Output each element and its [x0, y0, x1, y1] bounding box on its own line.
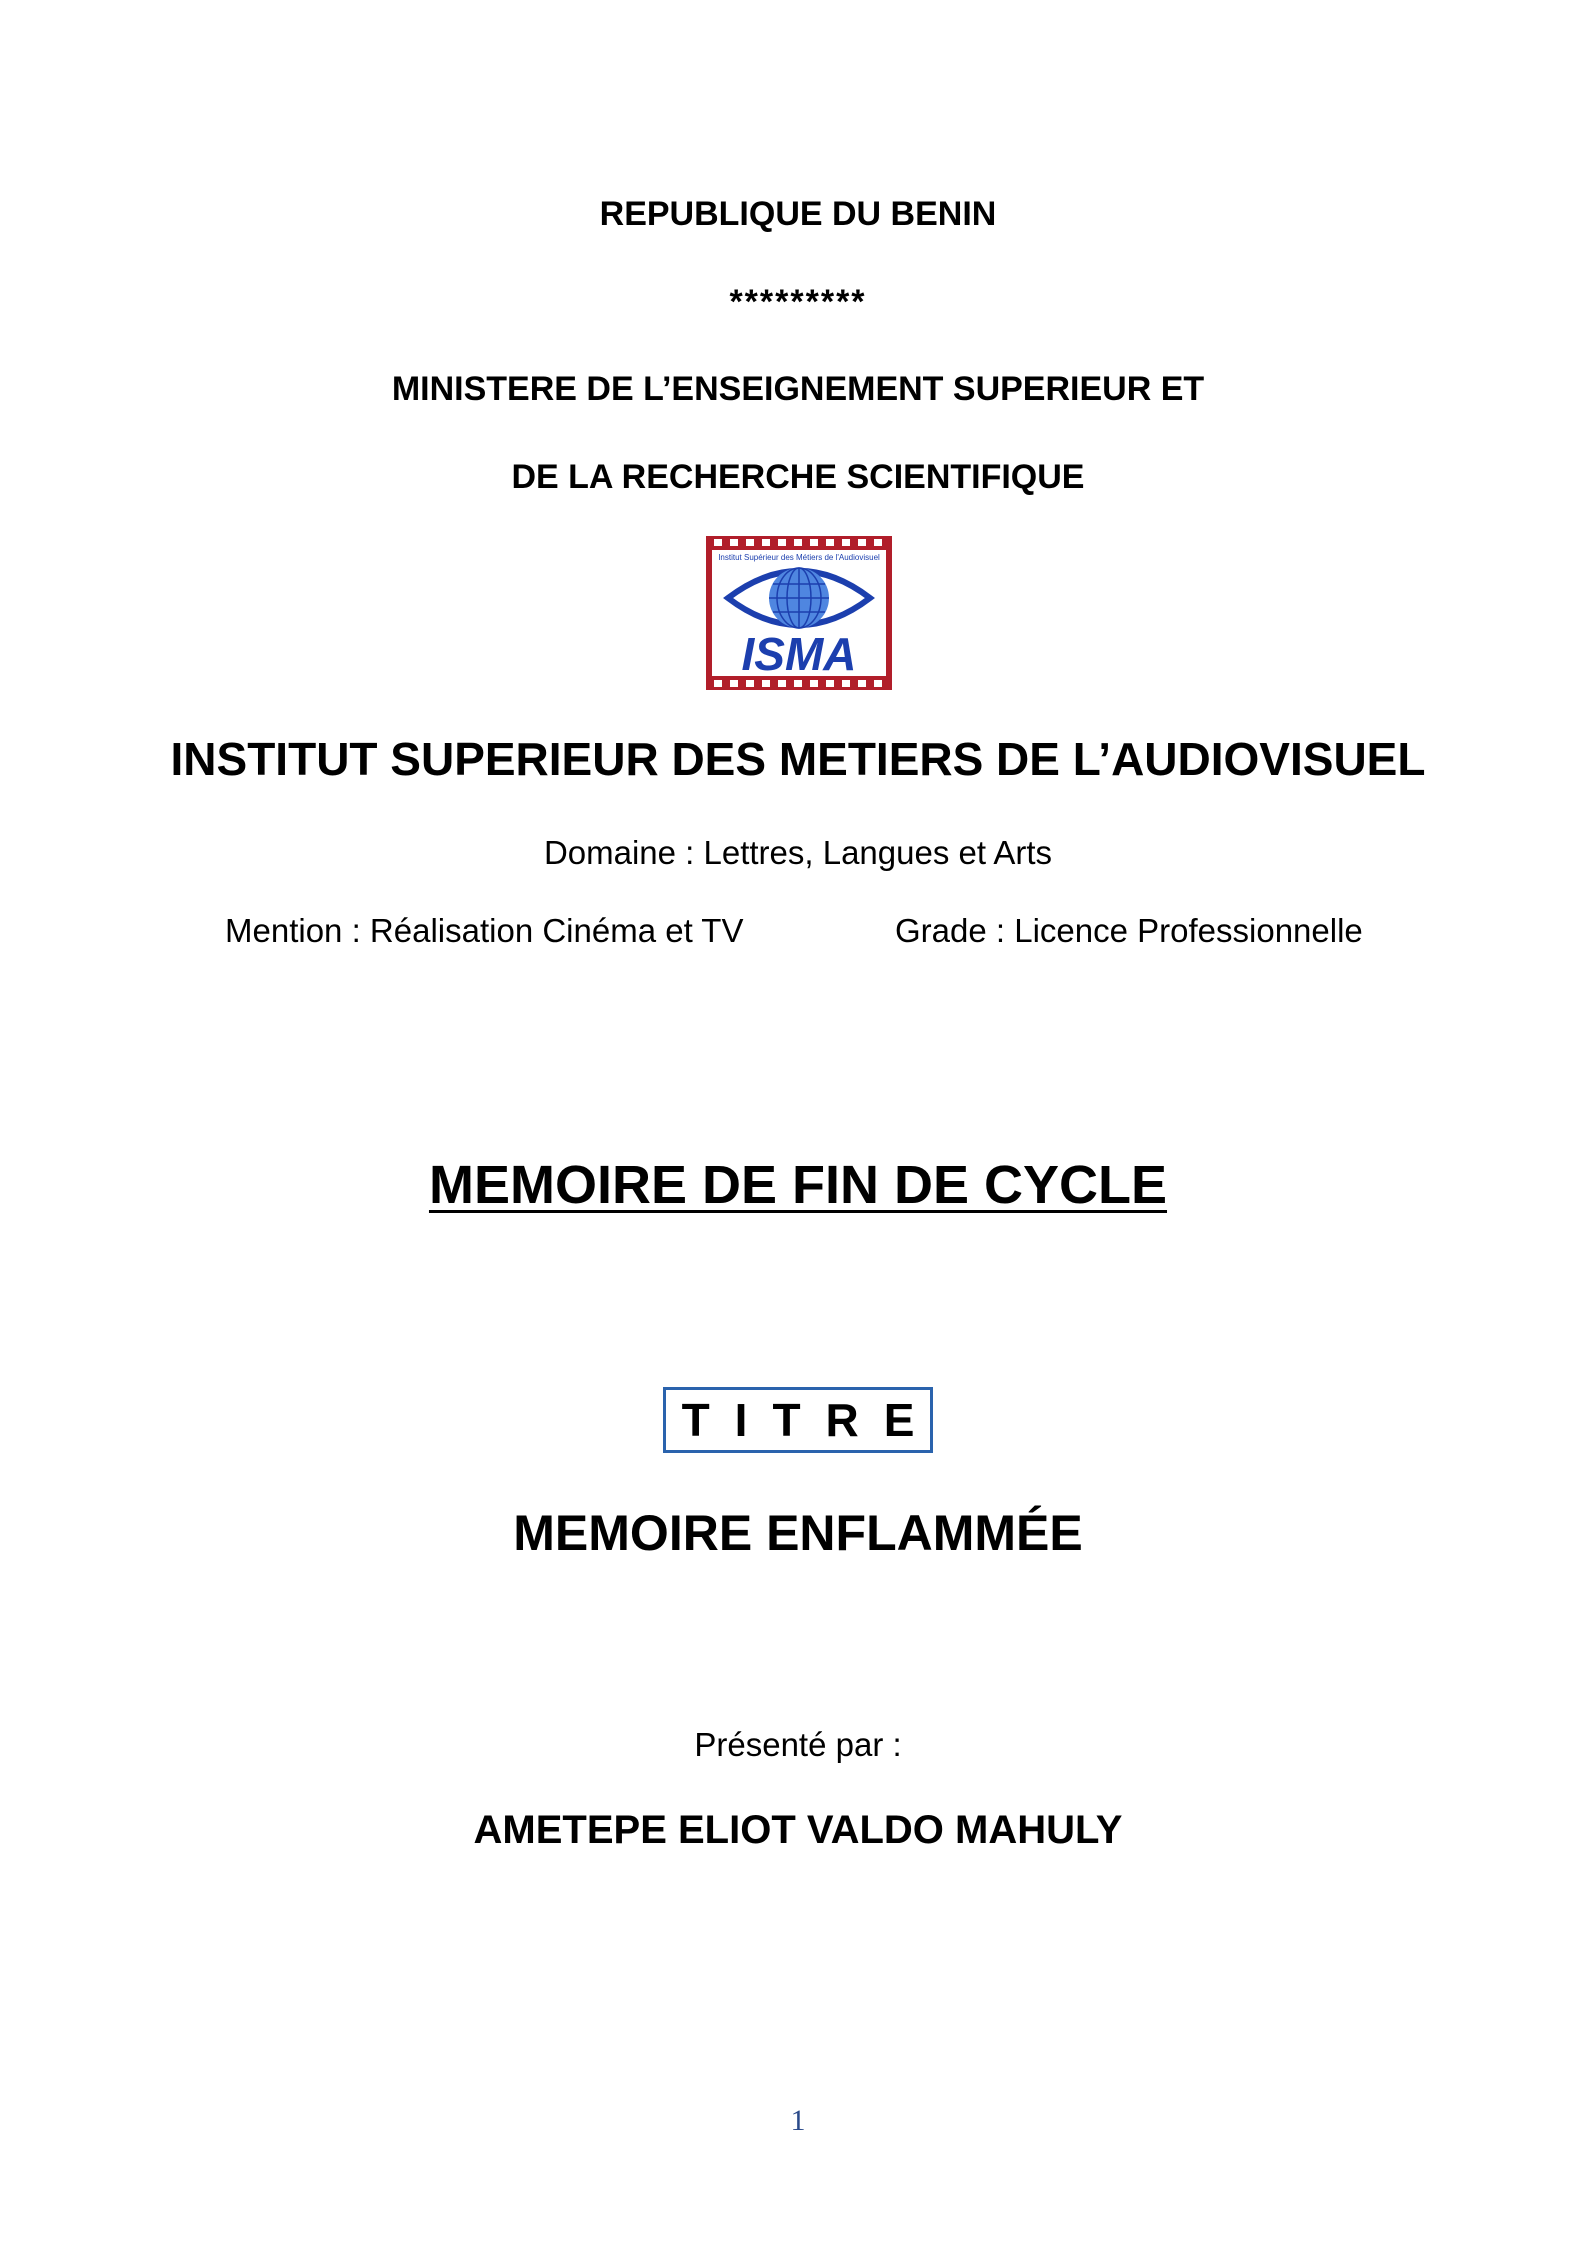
author-name: AMETEPE ELIOT VALDO MAHULY [473, 1808, 1123, 1852]
isma-logo [706, 536, 892, 690]
institute-name: INSTITUT SUPERIEUR DES METIERS DE L’AUDIOVISUEL [170, 733, 1426, 785]
domain-text: Domaine : Lettres, Langues et Arts [543, 834, 1053, 871]
presented-by-label: Présenté par : [694, 1726, 902, 1763]
titre-box [663, 1387, 940, 1453]
separator-stars: ********* [729, 283, 867, 321]
document-type-title: MEMOIRE DE FIN DE CYCLE [428, 1155, 1168, 1215]
mention-grade-row [0, 912, 1596, 956]
grade-text: Grade : Licence Professionnelle [895, 912, 1363, 949]
logo-acronym: ISMA [741, 628, 857, 680]
mention-text: Mention : Réalisation Cinéma et TV [225, 912, 744, 949]
page-number: 1 [790, 2104, 806, 2137]
titre-label: TITRE [681, 1394, 940, 1446]
logo-banner-text: Institut Supérieur des Métiers de l'Audiovisuel [718, 553, 880, 562]
ministry-heading-line2: DE LA RECHERCHE SCIENTIFIQUE [511, 458, 1085, 496]
ministry-heading-line1: MINISTERE DE L’ENSEIGNEMENT SUPERIEUR ET [391, 370, 1205, 408]
country-heading: REPUBLIQUE DU BENIN [599, 195, 997, 233]
work-title: MEMOIRE ENFLAMMÉE [513, 1505, 1083, 1561]
